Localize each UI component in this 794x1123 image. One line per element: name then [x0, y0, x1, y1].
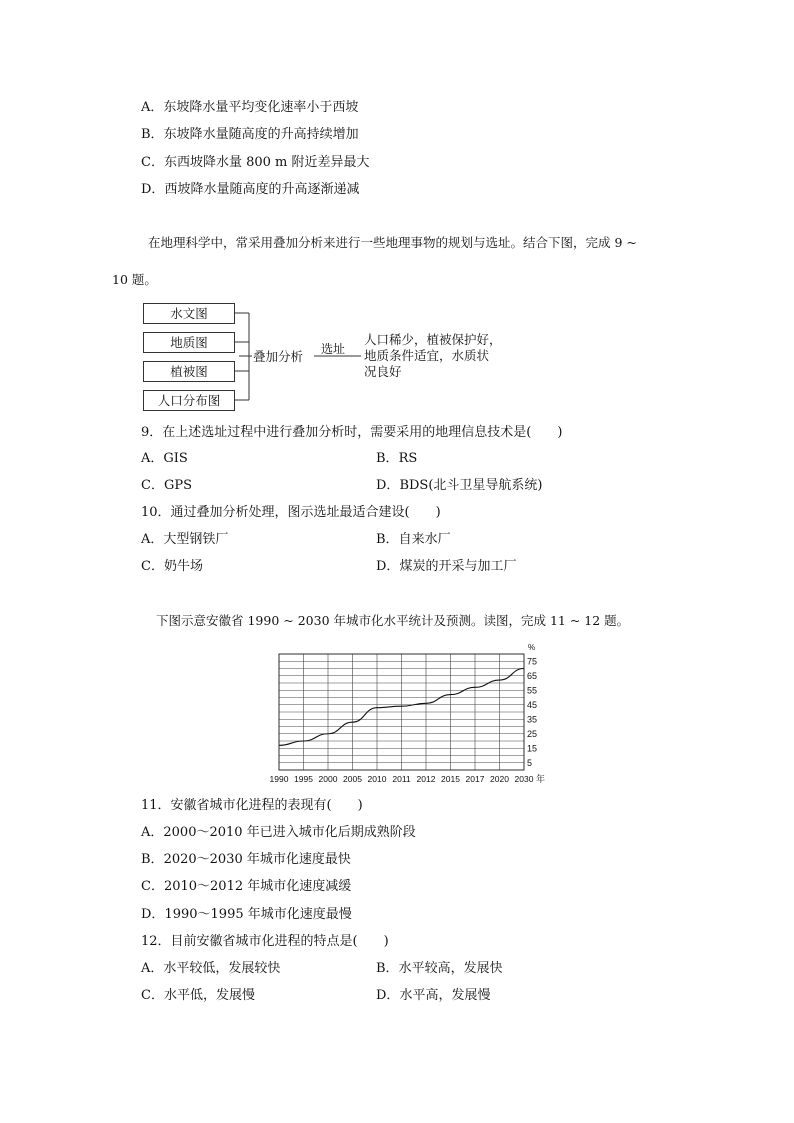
- q10-option-d: D．煤炭的开采与加工厂: [376, 559, 517, 574]
- q11-option-d: D．1990～1995 年城市化速度最慢: [141, 907, 352, 922]
- x-tick-label: 2020: [490, 774, 509, 784]
- diagram-box-population: 人口分布图: [143, 390, 235, 411]
- q9-option-d: D．BDS(北斗卫星导航系统): [376, 478, 543, 493]
- diagram-center-label: 叠加分析: [253, 349, 304, 364]
- q12-option-c: C．水平低，发展慢: [141, 988, 255, 1003]
- q12-option-d: D．水平高，发展慢: [376, 988, 491, 1003]
- urbanization-chart: [262, 640, 562, 788]
- intro-11-12: 下图示意安徽省 1990 ~ 2030 年城市化水平统计及预测。读图，完成 11 ~ 12 题。: [156, 613, 630, 628]
- q10-option-a: A．大型钢铁厂: [141, 532, 229, 547]
- q8-option-a: A．东坡降水量平均变化速率小于西坡: [141, 100, 359, 115]
- q12-option-a: A．水平较低，发展较快: [141, 961, 281, 976]
- x-tick-label: 2012: [416, 774, 436, 784]
- q9-option-a: A．GIS: [141, 451, 188, 466]
- x-tick-label: 2030: [514, 774, 534, 784]
- q11-option-a: A．2000～2010 年已进入城市化后期成熟阶段: [141, 825, 416, 840]
- y-tick-label: 55: [527, 685, 538, 696]
- x-tick-label: 2000: [318, 774, 338, 784]
- diagram-box-hydrology: 水文图: [143, 303, 235, 324]
- y-axis-unit: %: [528, 643, 536, 652]
- diagram-arrow-label: 选址: [321, 342, 346, 356]
- q8-option-b: B．东坡降水量随高度的升高持续增加: [141, 127, 359, 142]
- y-tick-label: 45: [527, 699, 538, 710]
- x-tick-label: 2011: [392, 774, 411, 784]
- y-tick-label: 15: [527, 743, 538, 754]
- q9-stem: 9．在上述选址过程中进行叠加分析时，需要采用的地理信息技术是( ): [141, 425, 563, 440]
- x-tick-label: 1995: [294, 774, 313, 784]
- q9-option-b: B．RS: [376, 451, 418, 466]
- q8-option-c: C．东西坡降水量 800 m 附近差异最大: [141, 155, 370, 170]
- q10-option-c: C．奶牛场: [141, 559, 203, 574]
- y-tick-label: 75: [527, 656, 538, 667]
- y-tick-label: 5: [527, 757, 533, 768]
- q12-option-b: B．水平较高，发展快: [376, 961, 503, 976]
- x-axis-unit: 年: [536, 774, 546, 784]
- q10-option-b: B．自来水厂: [376, 532, 451, 547]
- q11-option-b: B．2020～2030 年城市化速度最快: [141, 852, 351, 867]
- x-tick-label: 2015: [441, 774, 460, 784]
- intro-9-10-line2: 10 题。: [112, 272, 157, 287]
- q11-stem: 11．安徽省城市化进程的表现有( ): [141, 798, 363, 813]
- x-tick-label: 2010: [367, 774, 387, 784]
- diagram-result: 人口稀少，植被保护好， 地质条件适宜，水质状 况良好: [364, 332, 502, 379]
- x-tick-label: 2005: [343, 774, 362, 784]
- y-tick-label: 25: [527, 728, 538, 739]
- y-tick-label: 65: [527, 670, 538, 681]
- q8-option-d: D．西坡降水量随高度的升高逐渐递减: [141, 182, 360, 197]
- x-tick-label: 2017: [465, 774, 485, 784]
- intro-9-10-line1: 在地理科学中，常采用叠加分析来进行一些地理事物的规划与选址。结合下图，完成 9 ~: [148, 235, 637, 250]
- q11-option-c: C．2010～2012 年城市化速度减缓: [141, 879, 352, 894]
- diagram-box-geology: 地质图: [143, 332, 235, 353]
- q12-stem: 12．目前安徽省城市化进程的特点是( ): [141, 934, 389, 949]
- q10-stem: 10．通过叠加分析处理，图示选址最适合建设( ): [141, 505, 441, 520]
- diagram-box-vegetation: 植被图: [143, 361, 235, 382]
- q9-option-c: C．GPS: [141, 478, 192, 493]
- x-tick-label: 1990: [269, 774, 289, 784]
- y-tick-label: 35: [527, 714, 538, 725]
